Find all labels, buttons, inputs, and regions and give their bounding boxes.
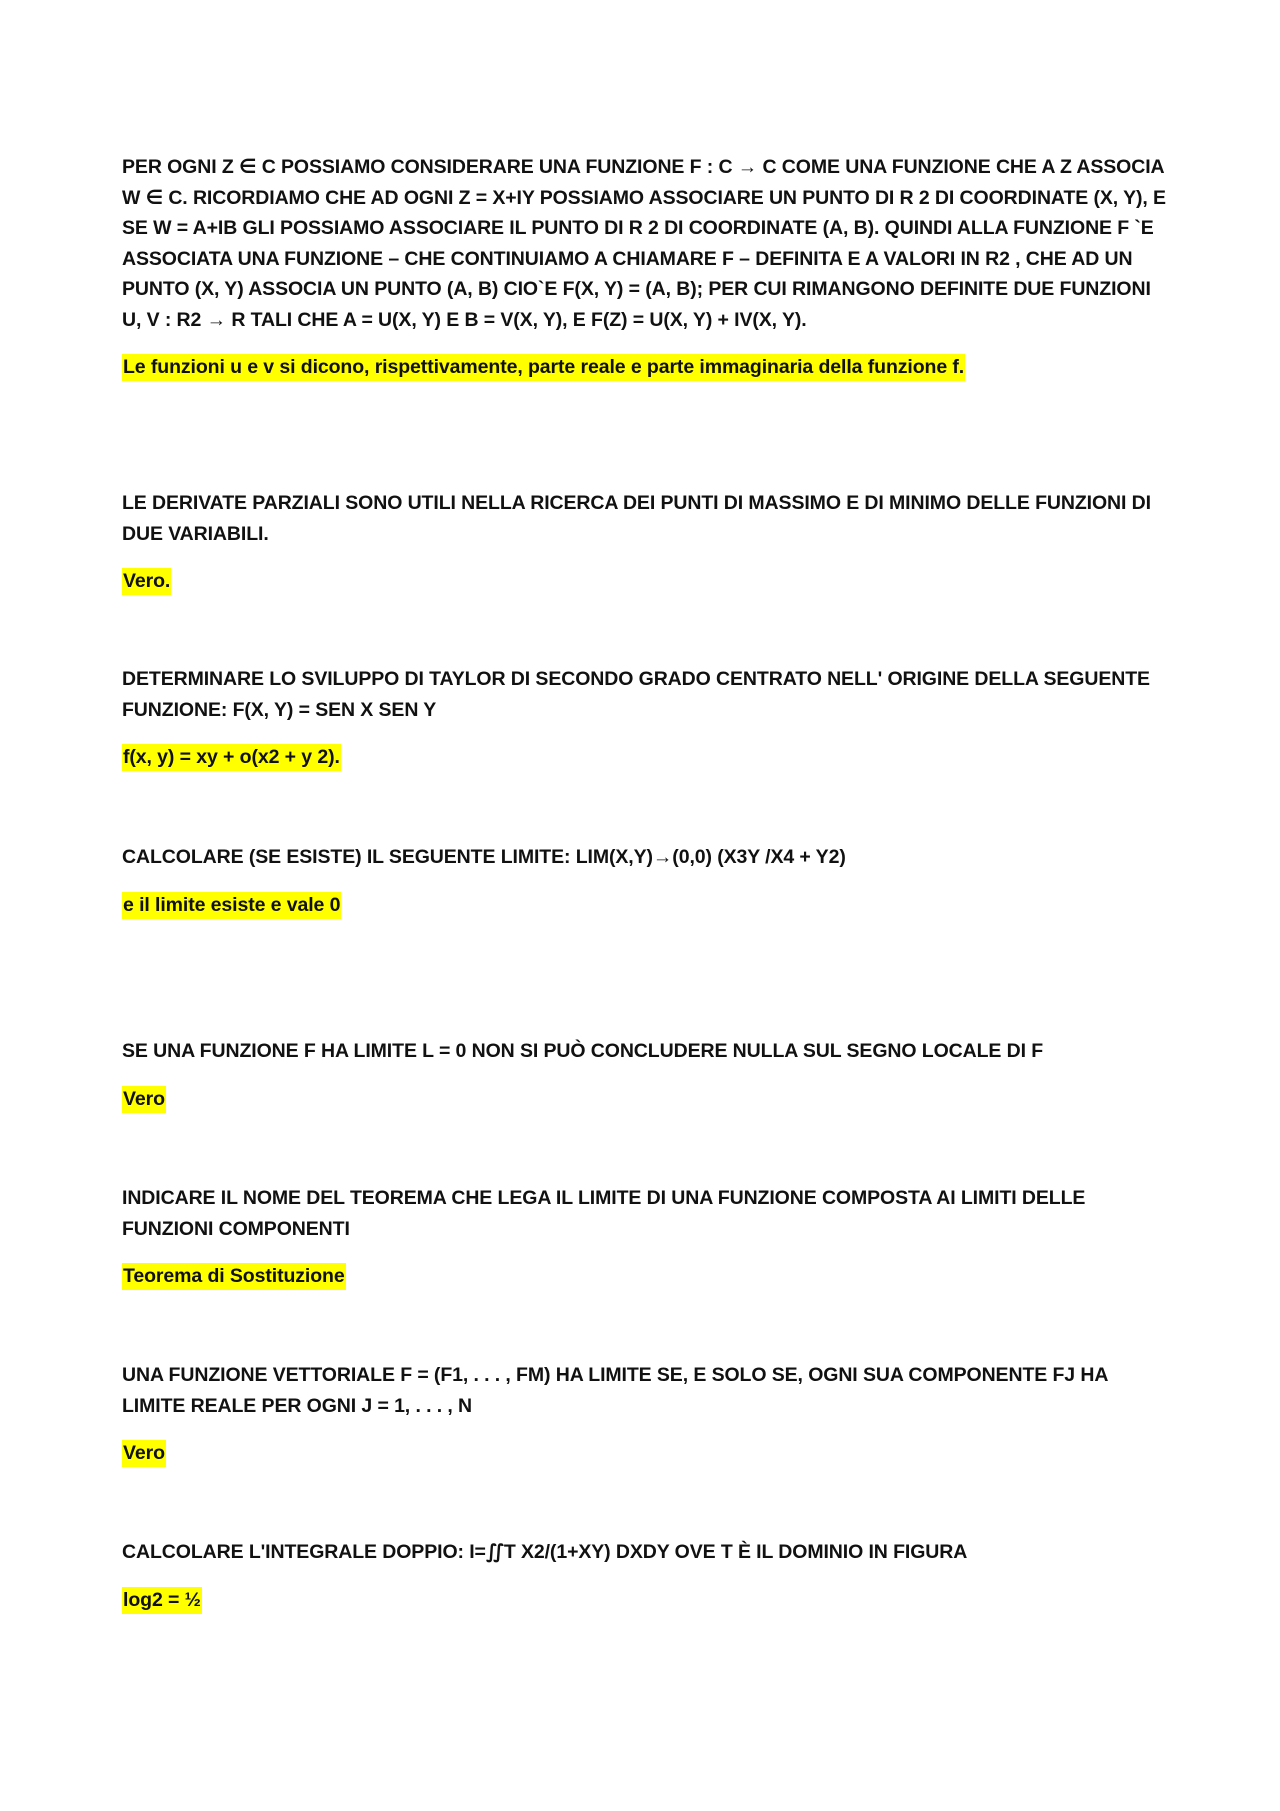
qa-item [122, 1537, 1167, 1615]
question-text: SE UNA FUNZIONE F HA LIMITE L = 0 NON SI PUÒ CONCLUDERE NULLA SUL SEGNO LOCALE DI F [122, 1040, 1044, 1062]
qa-item [122, 1360, 1167, 1468]
answer-text [122, 1438, 1167, 1468]
answer-text [122, 742, 1167, 772]
qa-item [122, 842, 1167, 920]
qa-item [122, 152, 1167, 382]
answer-highlight: Vero [122, 1086, 166, 1113]
answer-highlight: e il limite esiste e vale 0 [122, 892, 341, 919]
question-text: DETERMINARE LO SVILUPPO DI TAYLOR DI SECONDO GRADO CENTRATO NELL' ORIGINE DELLA SEGUENTE FUNZIONE: F(X, Y) = SEN X SEN Y [122, 668, 1150, 721]
answer-highlight: Vero [122, 1440, 166, 1467]
question-text: CALCOLARE L'INTEGRALE DOPPIO: I=∬T X2/(1+XY) DXDY OVE T È IL DOMINIO IN FIGURA [122, 1541, 968, 1563]
answer-text [122, 1261, 1167, 1291]
qa-item [122, 1036, 1167, 1114]
answer-highlight: Vero. [122, 568, 171, 595]
question-text: PER OGNI Z ∈ C POSSIAMO CONSIDERARE UNA FUNZIONE F : C → C COME UNA FUNZIONE CHE A Z ASSOCIA W ∈ C. RICORDIAMO CHE AD OGNI Z = X+IY POSSIAMO ASSOCIARE UN PUNTO DI R 2 DI COORDINATE (X, Y), E SE W = A+IB GLI POSSIAMO ASSOCIARE IL PUNTO DI R 2 DI COORDINATE (A, B). QUINDI ALLA FUNZIONE F `E ASSOCIATA UNA FUNZIONE – CHE CONTINUIAMO A CHIAMARE F – DEFINITA E A VALORI IN R2 , CHE AD UN PUNTO (X, Y) ASSOCIA UN PUNTO (A, B) CIO`E F(X, Y) = (A, B); PER CUI RIMANGONO DEFINITE DUE FUNZIONI U, V : R2 → R TALI CHE A = U(X, Y) E B = V(X, Y), E F(Z) = U(X, Y) + IV(X, Y). [122, 156, 1166, 331]
question-text: UNA FUNZIONE VETTORIALE F = (F1, . . . , FM) HA LIMITE SE, E SOLO SE, OGNI SUA COMPONENTE FJ HA LIMITE REALE PER OGNI J = 1, . . . , N [122, 1364, 1108, 1417]
question-text: CALCOLARE (SE ESISTE) IL SEGUENTE LIMITE: LIM(X,Y)→(0,0) (X3Y /X4 + Y2) [122, 846, 846, 868]
answer-highlight: Teorema di Sostituzione [122, 1263, 346, 1290]
answer-text [122, 1585, 1167, 1615]
answer-highlight: log2 = ½ [122, 1587, 202, 1614]
answer-highlight: f(x, y) = xy + o(x2 + y 2). [122, 744, 341, 771]
question-text: LE DERIVATE PARZIALI SONO UTILI NELLA RICERCA DEI PUNTI DI MASSIMO E DI MINIMO DELLE FUNZIONI DI DUE VARIABILI. [122, 492, 1151, 545]
qa-item [122, 1183, 1167, 1291]
qa-item [122, 488, 1167, 596]
answer-text [122, 1084, 1167, 1114]
answer-highlight: Le funzioni u e v si dicono, rispettivamente, parte reale e parte immaginaria della funzione f. [122, 354, 965, 381]
answer-text [122, 352, 1167, 382]
qa-item [122, 664, 1167, 772]
question-text: INDICARE IL NOME DEL TEOREMA CHE LEGA IL LIMITE DI UNA FUNZIONE COMPOSTA AI LIMITI DELLE FUNZIONI COMPONENTI [122, 1187, 1086, 1240]
answer-text [122, 890, 1167, 920]
answer-text [122, 566, 1167, 596]
